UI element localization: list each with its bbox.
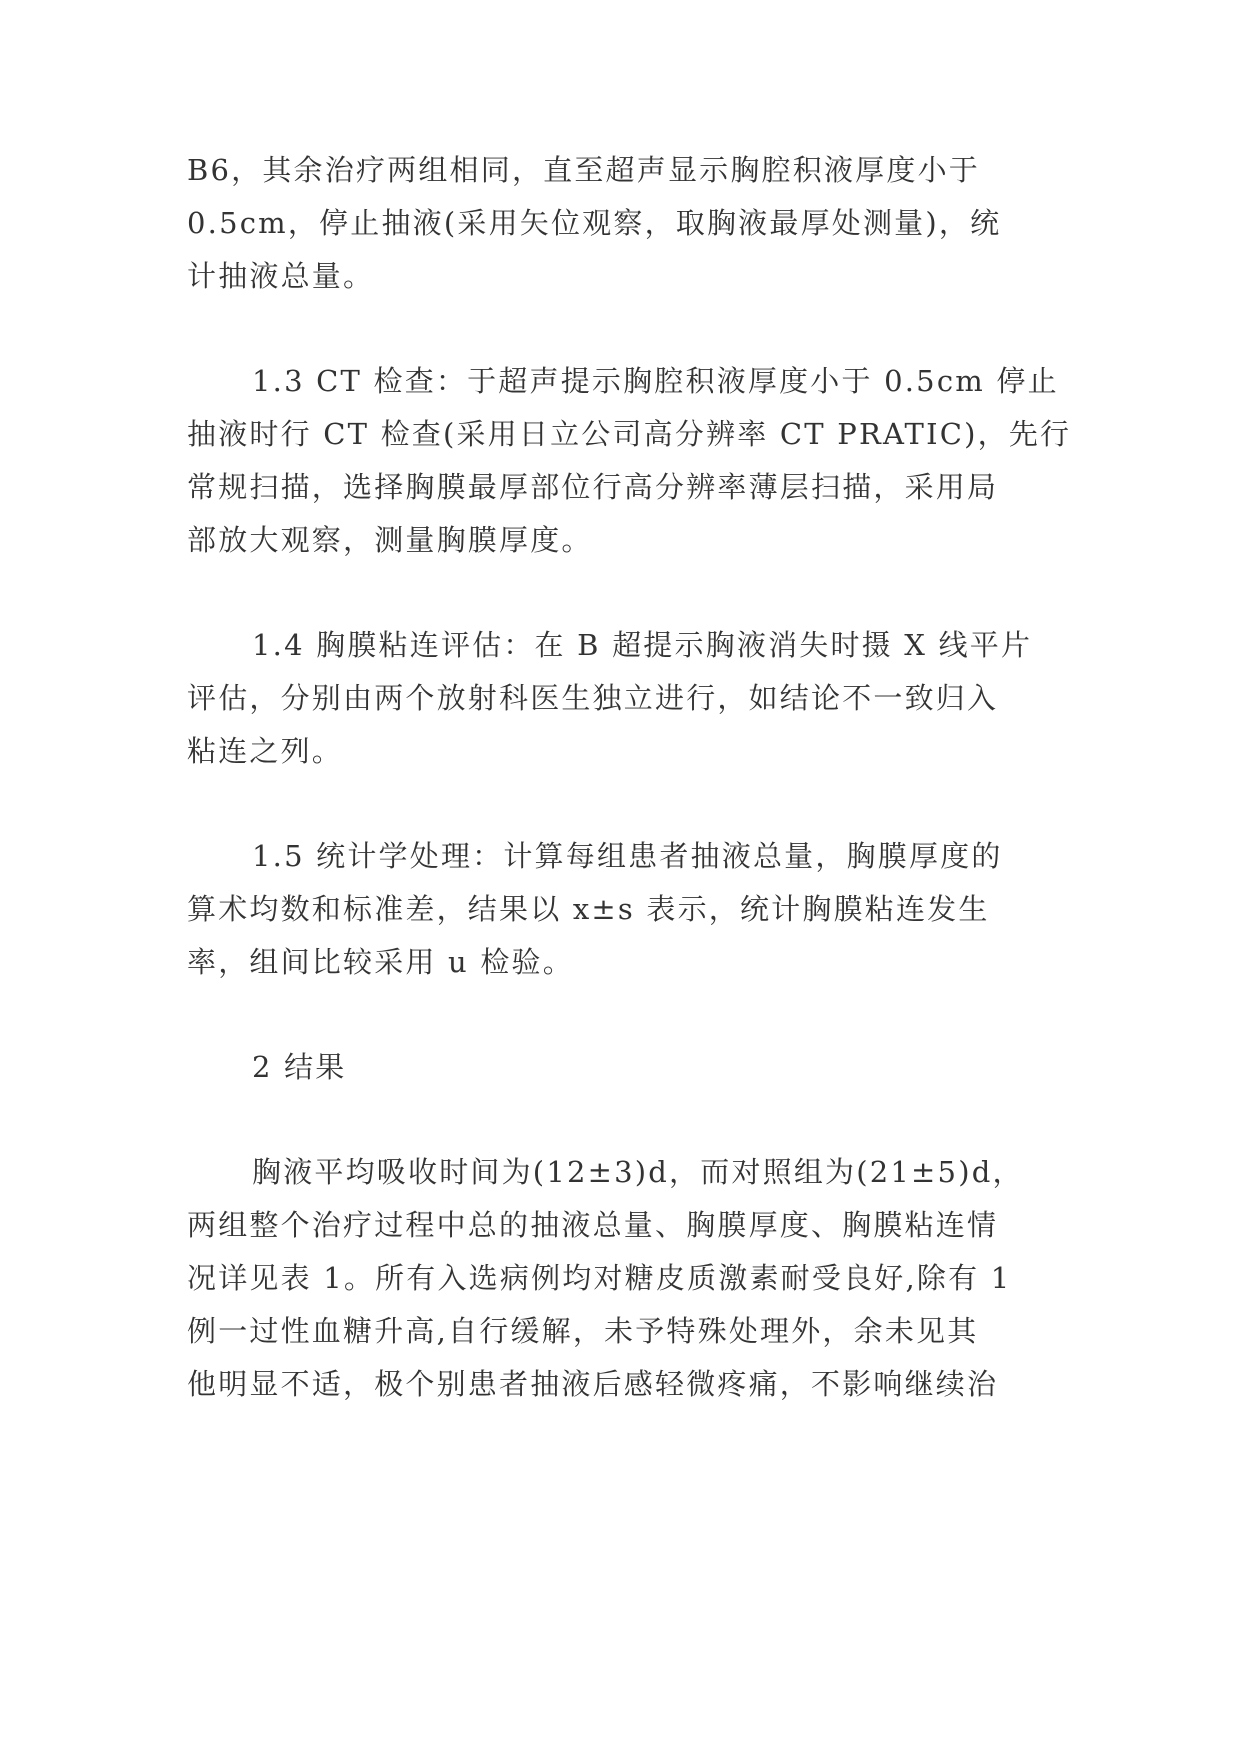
paragraph-line: 例一过性血糖升高,自行缓解，未予特殊处理外，余未见其 bbox=[187, 1314, 979, 1348]
paragraph-line: B6，其余治疗两组相同，直至超声显示胸腔积液厚度小于 bbox=[187, 153, 980, 187]
paragraph-line: 率，组间比较采用 u 检验。 bbox=[187, 945, 574, 979]
paragraph-line: 常规扫描，选择胸膜最厚部位行高分辨率薄层扫描，采用局 bbox=[187, 470, 999, 504]
section-heading-line: 1.5 统计学处理：计算每组患者抽液总量，胸膜厚度的 bbox=[252, 839, 1003, 873]
paragraph-line: 0.5cm，停止抽液(采用矢位观察，取胸液最厚处测量)，统 bbox=[187, 206, 1002, 240]
paragraph-line: 两组整个治疗过程中总的抽液总量、胸膜厚度、胸膜粘连情 bbox=[187, 1208, 999, 1242]
paragraph-line: 计抽液总量。 bbox=[187, 259, 375, 293]
paragraph-line: 部放大观察，测量胸膜厚度。 bbox=[187, 523, 593, 557]
results-heading: 2 结果 bbox=[252, 1050, 347, 1084]
section-heading-line: 1.3 CT 检查：于超声提示胸腔积液厚度小于 0.5cm 停止 bbox=[252, 364, 1059, 398]
section-heading-line: 1.4 胸膜粘连评估：在 B 超提示胸液消失时摄 X 线平片 bbox=[252, 628, 1033, 662]
paragraph-line: 抽液时行 CT 检查(采用日立公司高分辨率 CT PRATIC)，先行 bbox=[187, 417, 1072, 451]
paragraph-line: 粘连之列。 bbox=[187, 734, 344, 768]
paragraph-line: 况详见表 1。所有入选病例均对糖皮质激素耐受良好,除有 1 bbox=[187, 1261, 1012, 1295]
paragraph-line: 算术均数和标准差，结果以 x±s 表示，统计胸膜粘连发生 bbox=[187, 892, 990, 926]
paragraph-line: 胸液平均吸收时间为(12±3)d，而对照组为(21±5)d， bbox=[252, 1155, 1024, 1189]
paragraph-line: 评估，分别由两个放射科医生独立进行，如结论不一致归入 bbox=[187, 681, 999, 715]
paragraph-line: 他明显不适，极个别患者抽液后感轻微疼痛，不影响继续治 bbox=[187, 1367, 999, 1401]
